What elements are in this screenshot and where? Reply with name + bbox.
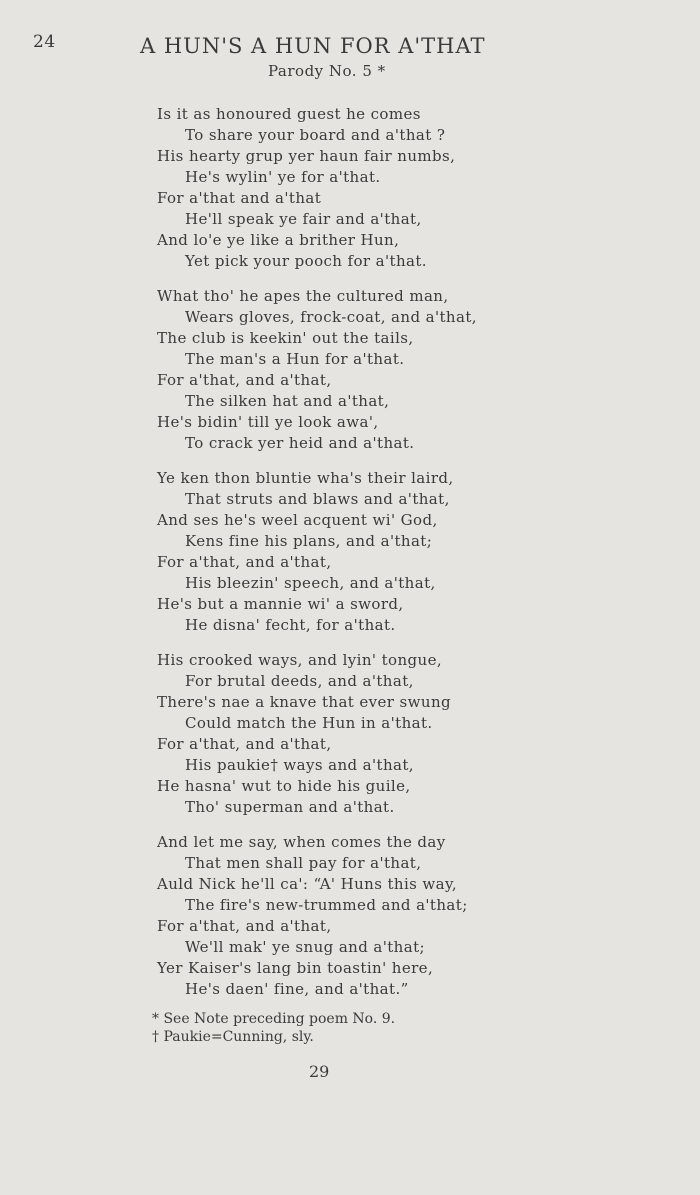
poem-line: There's nae a knave that ever swung — [157, 693, 452, 711]
stanza — [157, 650, 677, 818]
poem-line: For a'that and a'that — [157, 189, 322, 207]
poem-line: He's but a mannie wi' a sword, — [157, 595, 404, 613]
poem-line: To share your board and a'that ? — [185, 126, 446, 144]
poem-line: Tho' superman and a'that. — [185, 798, 395, 816]
poem-line: He disna' fecht, for a'that. — [185, 616, 396, 634]
poem-line: The man's a Hun for a'that. — [185, 350, 405, 368]
poem-line: The club is keekin' out the tails, — [157, 329, 414, 347]
page-number: 24 — [33, 32, 56, 52]
poem-title: A HUN'S A HUN FOR A'THAT — [140, 34, 486, 58]
stanza — [157, 468, 677, 636]
poem-line: For a'that, and a'that, — [157, 371, 332, 389]
poem-line: Wears gloves, frock-coat, and a'that, — [185, 308, 477, 326]
poem-line: The silken hat and a'that, — [185, 392, 390, 410]
poem-body — [157, 104, 677, 1014]
poem-line: He's wylin' ye for a'that. — [185, 168, 381, 186]
footnote: * See Note preceding poem No. 9. — [152, 1011, 396, 1027]
footnote: † Paukie=Cunning, sly. — [152, 1029, 314, 1045]
poem-line: And ses he's weel acquent wi' God, — [157, 511, 438, 529]
poem-line: Auld Nick he'll ca': “A' Huns this way, — [157, 875, 458, 893]
poem-line: For a'that, and a'that, — [157, 735, 332, 753]
poem-line: That struts and blaws and a'that, — [185, 490, 450, 508]
footnotes — [152, 1010, 395, 1046]
poem-line: He hasna' wut to hide his guile, — [157, 777, 411, 795]
poem-line: To crack yer heid and a'that. — [185, 434, 415, 452]
poem-line: That men shall pay for a'that, — [185, 854, 422, 872]
stanza — [157, 104, 677, 272]
poem-line: Yet pick your pooch for a'that. — [185, 252, 427, 270]
poem-line: He'll speak ye fair and a'that, — [185, 210, 422, 228]
poem-subtitle: Parody No. 5 * — [268, 62, 386, 80]
poem-line: For a'that, and a'that, — [157, 553, 332, 571]
poem-line: We'll mak' ye snug and a'that; — [185, 938, 425, 956]
stanza — [157, 286, 677, 454]
poem-line: His paukie† ways and a'that, — [185, 756, 414, 774]
poem-line: His hearty grup yer haun fair numbs, — [157, 147, 456, 165]
poem-line: Is it as honoured guest he comes — [157, 105, 421, 123]
poem-line: His bleezin' speech, and a'that, — [185, 574, 436, 592]
poem-line: And let me say, when comes the day — [157, 833, 446, 851]
poem-line: And lo'e ye like a brither Hun, — [157, 231, 400, 249]
stanza — [157, 832, 677, 1000]
poem-line: Ye ken thon bluntie wha's their laird, — [157, 469, 454, 487]
poem-line: For brutal deeds, and a'that, — [185, 672, 414, 690]
poem-line: He's bidin' till ye look awa', — [157, 413, 379, 431]
footer-page-number: 29 — [309, 1062, 330, 1081]
poem-line: He's daen' fine, and a'that.” — [185, 980, 409, 998]
poem-line: For a'that, and a'that, — [157, 917, 332, 935]
poem-line: His crooked ways, and lyin' tongue, — [157, 651, 443, 669]
poem-line: What tho' he apes the cultured man, — [157, 287, 449, 305]
poem-line: Kens fine his plans, and a'that; — [185, 532, 433, 550]
poem-line: Yer Kaiser's lang bin toastin' here, — [157, 959, 434, 977]
poem-line: Could match the Hun in a'that. — [185, 714, 433, 732]
poem-line: The fire's new-trummed and a'that; — [185, 896, 468, 914]
